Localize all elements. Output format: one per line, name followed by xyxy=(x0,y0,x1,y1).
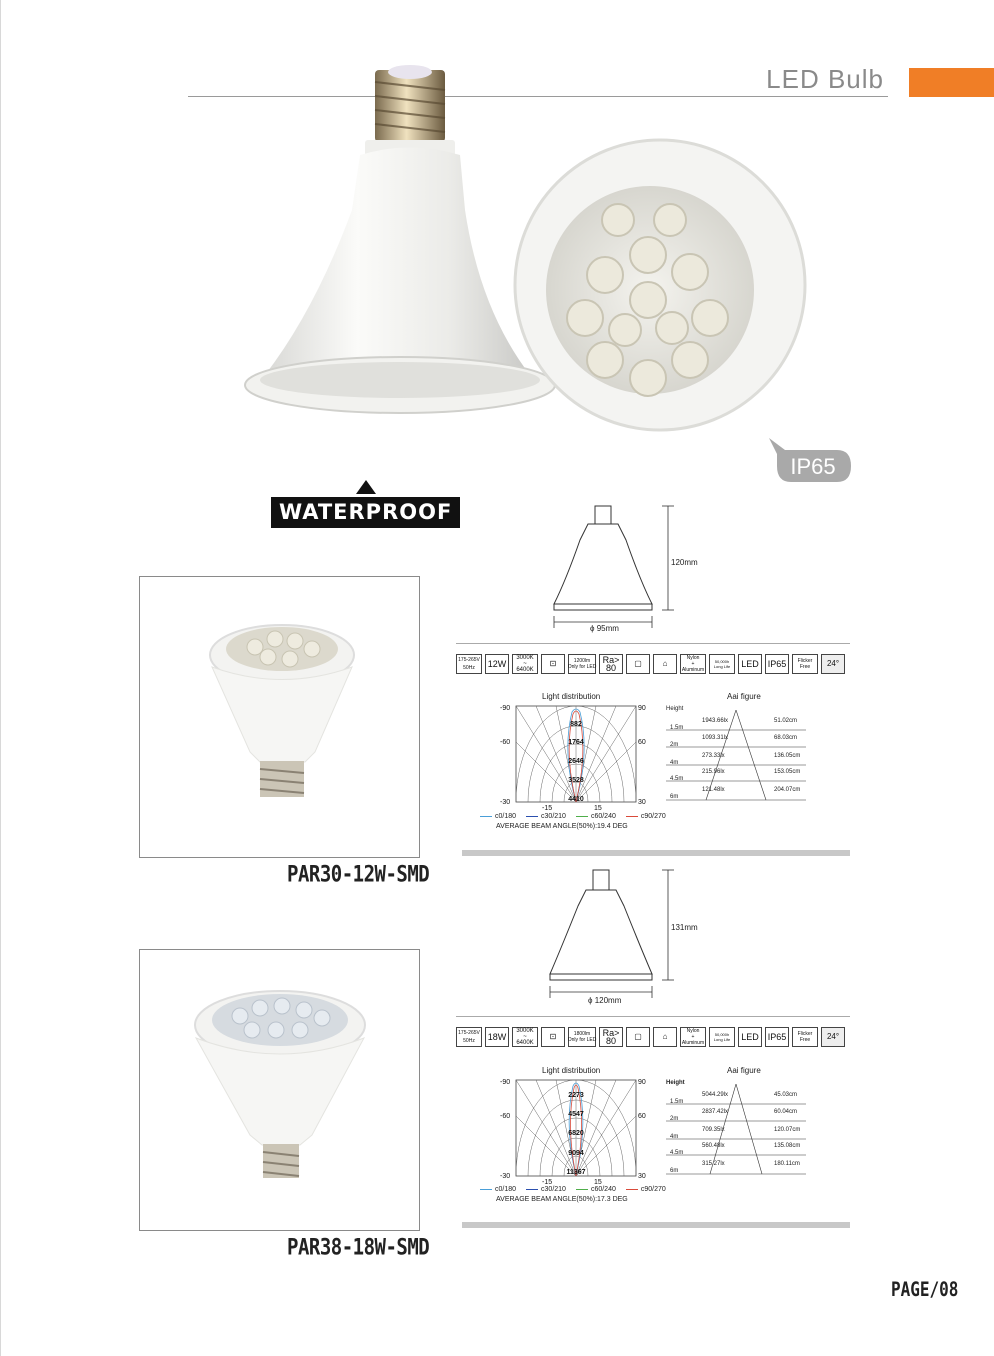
spec-icon-row-par38 xyxy=(456,1027,845,1047)
waterproof-label: WATERPROOF xyxy=(271,497,460,528)
ring-label: 4547 xyxy=(568,1111,584,1118)
beam-angle-icon: 24° xyxy=(821,1027,845,1047)
angle-label: -60 xyxy=(500,739,511,746)
ring-label: 3528 xyxy=(568,777,584,784)
light-distribution-title-par38: Light distribution xyxy=(542,1066,601,1075)
angle-label: -15 xyxy=(542,1179,553,1186)
legend-item: c0/180 xyxy=(495,1186,517,1193)
ip-rating-badge xyxy=(765,436,855,486)
dimension-drawing-par38 xyxy=(544,866,724,1006)
dimension-drawing-par30 xyxy=(548,500,728,640)
ring-label: 1764 xyxy=(568,739,584,746)
aai-height-label-par30: Height xyxy=(666,706,684,712)
lifetime-clock-icon: 50,000h Long Life xyxy=(709,1027,735,1047)
led-icon: LED xyxy=(738,1027,762,1047)
indoor-house-icon: ⌂ xyxy=(653,1027,677,1047)
spec-divider-bottom-2 xyxy=(462,1222,850,1228)
model-name-par38: PAR38-18W-SMD xyxy=(287,1235,430,1261)
angle-label: -60 xyxy=(500,1113,511,1120)
height-dimension-par30: 120mm xyxy=(671,558,698,567)
waterproof-callout xyxy=(271,480,460,528)
angle-label: 60 xyxy=(638,1113,646,1120)
aai-figure-title-par38: Aai figure xyxy=(727,1066,761,1075)
spec-divider-bottom-1 xyxy=(462,850,850,856)
beam-angle-note-par30: AVERAGE BEAM ANGLE(50%):19.4 DEG xyxy=(496,823,628,830)
flicker-free-eye-icon: Flicker Free xyxy=(792,1027,818,1047)
hero-bulb-illustration xyxy=(240,60,860,460)
legend-item: c0/180 xyxy=(495,813,517,820)
ring-label: 11367 xyxy=(566,1169,586,1176)
diameter-dimension-par38: ϕ 120mm xyxy=(588,996,622,1005)
angle-label: -90 xyxy=(500,705,511,712)
legend-item: c90/270 xyxy=(640,1186,666,1193)
plug-voltage-icon: 175-265V 50Hz xyxy=(456,1027,482,1047)
angle-label: -30 xyxy=(500,799,511,806)
accent-bar xyxy=(909,68,994,97)
flicker-free-eye-icon: Flicker Free xyxy=(792,654,818,674)
legend-item: c30/210 xyxy=(541,1186,566,1193)
height-dimension-par38: 131mm xyxy=(671,923,698,932)
polar-chart-par30 xyxy=(496,702,656,822)
aai-height-label-par38: Height xyxy=(666,1080,685,1086)
spec-divider-top-2 xyxy=(456,1016,850,1017)
driver-icon: ⊡ xyxy=(541,654,565,674)
color-temperature-icon: 3000K ~ 6400K xyxy=(512,1027,538,1047)
series-legend-par38 xyxy=(480,1186,666,1193)
angle-label: 15 xyxy=(594,805,602,812)
power-icon: 12W xyxy=(485,654,509,674)
ring-label: 4410 xyxy=(568,796,584,803)
ip-rating-icon: IP65 xyxy=(765,1027,789,1047)
cri-icon: Ra> 80 xyxy=(599,654,623,674)
ring-label: 6820 xyxy=(568,1130,584,1137)
page-number: PAGE/08 xyxy=(891,1278,959,1301)
angle-label: 30 xyxy=(638,1173,646,1180)
legend-item: c60/240 xyxy=(590,813,616,820)
lumen-icon: 1800lm Only for LED xyxy=(568,1027,596,1047)
aai-cone-par30 xyxy=(666,710,806,810)
page-border xyxy=(0,0,1,1356)
light-distribution-title-par30: Light distribution xyxy=(542,692,601,701)
ring-label: 9094 xyxy=(568,1150,584,1157)
ring-label: 2646 xyxy=(568,758,584,765)
color-temperature-icon: 3000K ~ 6400K xyxy=(512,654,538,674)
product-photo-par38 xyxy=(139,949,420,1231)
par38-bulb-icon xyxy=(140,950,419,1230)
angle-label: -15 xyxy=(542,805,553,812)
spec-divider-top-1 xyxy=(456,643,850,644)
driver-icon: ⊡ xyxy=(541,1027,565,1047)
power-icon: 18W xyxy=(485,1027,509,1047)
legend-item: c60/240 xyxy=(590,1186,616,1193)
lumen-icon: 1200lm Only for LED xyxy=(568,654,596,674)
beam-angle-note-par38: AVERAGE BEAM ANGLE(50%):17.3 DEG xyxy=(496,1196,628,1203)
frame-icon: ▢ xyxy=(626,654,650,674)
lifetime-clock-icon: 50,000h Long Life xyxy=(709,654,735,674)
par30-bulb-icon xyxy=(140,577,419,857)
diameter-dimension-par30: ϕ 95mm xyxy=(590,624,619,633)
beam-angle-icon: 24° xyxy=(821,654,845,674)
angle-label: 60 xyxy=(638,739,646,746)
triangle-up-icon xyxy=(356,480,376,494)
material-icon: Nylon + Aluminum xyxy=(681,1028,705,1046)
product-photo-par30 xyxy=(139,576,420,858)
legend-item: c90/270 xyxy=(640,813,666,820)
ip-rating-icon: IP65 xyxy=(765,654,789,674)
series-legend-par30 xyxy=(480,813,666,820)
angle-label: 15 xyxy=(594,1179,602,1186)
frame-icon: ▢ xyxy=(626,1027,650,1047)
aai-figure-title-par30: Aai figure xyxy=(727,692,761,701)
cri-icon: Ra> 80 xyxy=(599,1027,623,1047)
legend-item: c30/210 xyxy=(541,813,566,820)
plug-voltage-icon: 175-265V 50Hz xyxy=(456,654,482,674)
aai-cone-par38 xyxy=(666,1084,806,1184)
page-title: LED Bulb xyxy=(766,64,884,94)
angle-label: 90 xyxy=(638,1079,646,1086)
angle-label: 90 xyxy=(638,705,646,712)
led-icon: LED xyxy=(738,654,762,674)
indoor-house-icon: ⌂ xyxy=(653,654,677,674)
material-icon: Nylon + Aluminum xyxy=(681,655,705,673)
ring-label: 2273 xyxy=(568,1092,584,1099)
ip-badge-text: IP65 xyxy=(790,454,836,479)
angle-label: 30 xyxy=(638,799,646,806)
model-name-par30: PAR30-12W-SMD xyxy=(287,862,430,888)
ring-label: 882 xyxy=(570,721,582,728)
spec-icon-row-par30 xyxy=(456,654,845,674)
angle-label: -90 xyxy=(500,1079,511,1086)
angle-label: -30 xyxy=(500,1173,511,1180)
polar-chart-par38 xyxy=(496,1076,656,1196)
